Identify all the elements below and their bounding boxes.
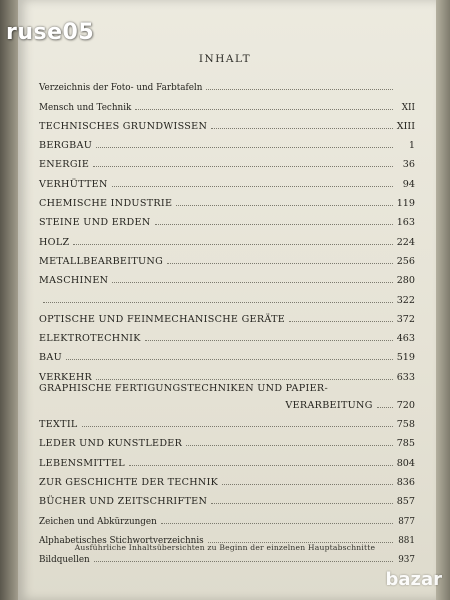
toc-entry [39, 363, 415, 382]
leader-dots [96, 147, 393, 148]
toc-entry [39, 228, 415, 247]
toc-entry-page: 119 [396, 198, 415, 210]
leader-dots [73, 244, 392, 245]
toc-entry [39, 449, 415, 468]
toc-entry-page: 1 [408, 140, 415, 152]
leader-dots [145, 340, 393, 341]
leader-dots [186, 445, 393, 446]
toc-entry-page: 94 [402, 178, 415, 190]
toc-entry-page: 372 [396, 313, 415, 325]
toc-entry-label: ZUR GESCHICHTE DER TECHNIK [39, 476, 219, 488]
table-of-contents [39, 74, 415, 565]
leader-dots [155, 224, 393, 225]
toc-entry [39, 488, 415, 507]
toc-entry [39, 286, 415, 305]
toc-entry-label: HOLZ [39, 236, 70, 248]
toc-entry [39, 411, 415, 430]
leader-dots [289, 321, 393, 322]
leader-dots [222, 484, 393, 485]
toc-entry-label: STEINE UND ERDEN [39, 217, 151, 229]
toc-entry-label: BERGBAU [39, 140, 93, 152]
leader-dots [129, 465, 393, 466]
toc-entry-page: 758 [396, 419, 415, 431]
toc-entry-page: 463 [396, 333, 415, 345]
leader-dots [206, 89, 393, 90]
toc-entry-page: 256 [396, 255, 415, 267]
page-title: INHALT [198, 53, 252, 65]
leader-dots [161, 523, 393, 524]
toc-entry [39, 132, 415, 151]
toc-entry [39, 74, 415, 93]
toc-entry-page: 877 [398, 516, 415, 527]
toc-entry [39, 430, 415, 449]
toc-entry-label: LEBENSMITTEL [39, 457, 125, 469]
toc-entry-page: 519 [396, 352, 415, 364]
toc-entry-page: 322 [396, 294, 415, 306]
leader-dots [94, 561, 393, 562]
toc-entry [39, 469, 415, 488]
book-edge [436, 0, 450, 600]
page-footer-note: Ausführliche Inhaltsübersichten zu Beginn der einzelnen Hauptabschnitte [74, 543, 376, 552]
leader-dots [211, 503, 393, 504]
bazar-logo: bazar [385, 569, 442, 590]
toc-entry-page: 163 [396, 217, 415, 229]
toc-entry-label: Bildquellen [39, 555, 90, 566]
leader-dots [66, 359, 393, 360]
toc-entry-label: Verzeichnis der Foto- und Farbtafeln [39, 83, 203, 94]
toc-entry-page: 836 [396, 476, 415, 488]
toc-entry-label: MASCHINEN [39, 275, 109, 287]
toc-entry-label: Zeichen und Abkürzungen [39, 516, 157, 527]
toc-entry [39, 267, 415, 286]
leader-dots [176, 205, 392, 206]
toc-entry [39, 325, 415, 344]
leader-dots [96, 379, 393, 380]
toc-entry-label: METALLBEARBEITUNG [39, 255, 164, 267]
leader-dots [211, 128, 393, 129]
toc-entry-label: CHEMISCHE INDUSTRIE [39, 198, 173, 210]
toc-entry-page: 280 [396, 275, 415, 287]
toc-entry-label: VERHÜTTEN [39, 178, 108, 190]
toc-entry-label: ENERGIE [39, 159, 90, 171]
toc-entry-page: 633 [396, 371, 415, 383]
toc-entry-label: VERKEHR [39, 371, 93, 383]
toc-entry-label: TECHNISCHES GRUNDWISSEN [39, 120, 208, 132]
toc-entry-page: 720 [396, 399, 415, 411]
leader-dots [82, 426, 393, 427]
toc-entry-page: 937 [398, 555, 415, 566]
toc-entry-label: Mensch und Technik [39, 102, 132, 113]
toc-entry [39, 190, 415, 209]
toc-entry [39, 383, 415, 411]
toc-entry-label: BAU [39, 352, 62, 364]
leader-dots [93, 166, 393, 167]
toc-entry [39, 507, 415, 526]
toc-entry-label: GRAPHISCHE FERTIGUNGSTECHNIKEN UND PAPIER- [39, 382, 328, 394]
toc-entry-label: OPTISCHE UND FEINMECHANISCHE GERÄTE [39, 313, 286, 325]
toc-entry-page: 224 [396, 236, 415, 248]
toc-entry [39, 306, 415, 325]
watermark: ruse05 [6, 20, 95, 45]
toc-entry-label: Alphabetisches Stichwortverzeichnis [39, 535, 204, 546]
leader-dots [377, 407, 393, 408]
toc-entry-label: LEDER UND KUNSTLEDER [39, 438, 183, 450]
leader-dots [112, 186, 393, 187]
toc-entry [39, 151, 415, 170]
toc-entry-label: ELEKTROTECHNIK [39, 333, 141, 345]
leader-dots [112, 282, 392, 283]
toc-entry [39, 344, 415, 363]
toc-entry-label: BÜCHER UND ZEITSCHRIFTEN [39, 496, 208, 508]
toc-entry [39, 113, 415, 132]
toc-entry-label-continued: VERARBEITUNG [285, 399, 373, 411]
toc-entry-page: 804 [396, 457, 415, 469]
toc-entry-page: 881 [398, 535, 415, 546]
toc-entry-label: TEXTIL [39, 419, 78, 431]
toc-entry-page: XIII [396, 120, 415, 132]
toc-entry [39, 248, 415, 267]
toc-entry [39, 93, 415, 112]
toc-entry [39, 209, 415, 228]
leader-dots [167, 263, 393, 264]
leader-dots [135, 109, 393, 110]
leader-dots [43, 302, 393, 303]
toc-entry-page: XII [401, 102, 415, 113]
toc-entry-page: 36 [402, 159, 415, 171]
toc-entry-page: 857 [396, 496, 415, 508]
toc-entry [39, 170, 415, 189]
toc-entry-page: 785 [396, 438, 415, 450]
